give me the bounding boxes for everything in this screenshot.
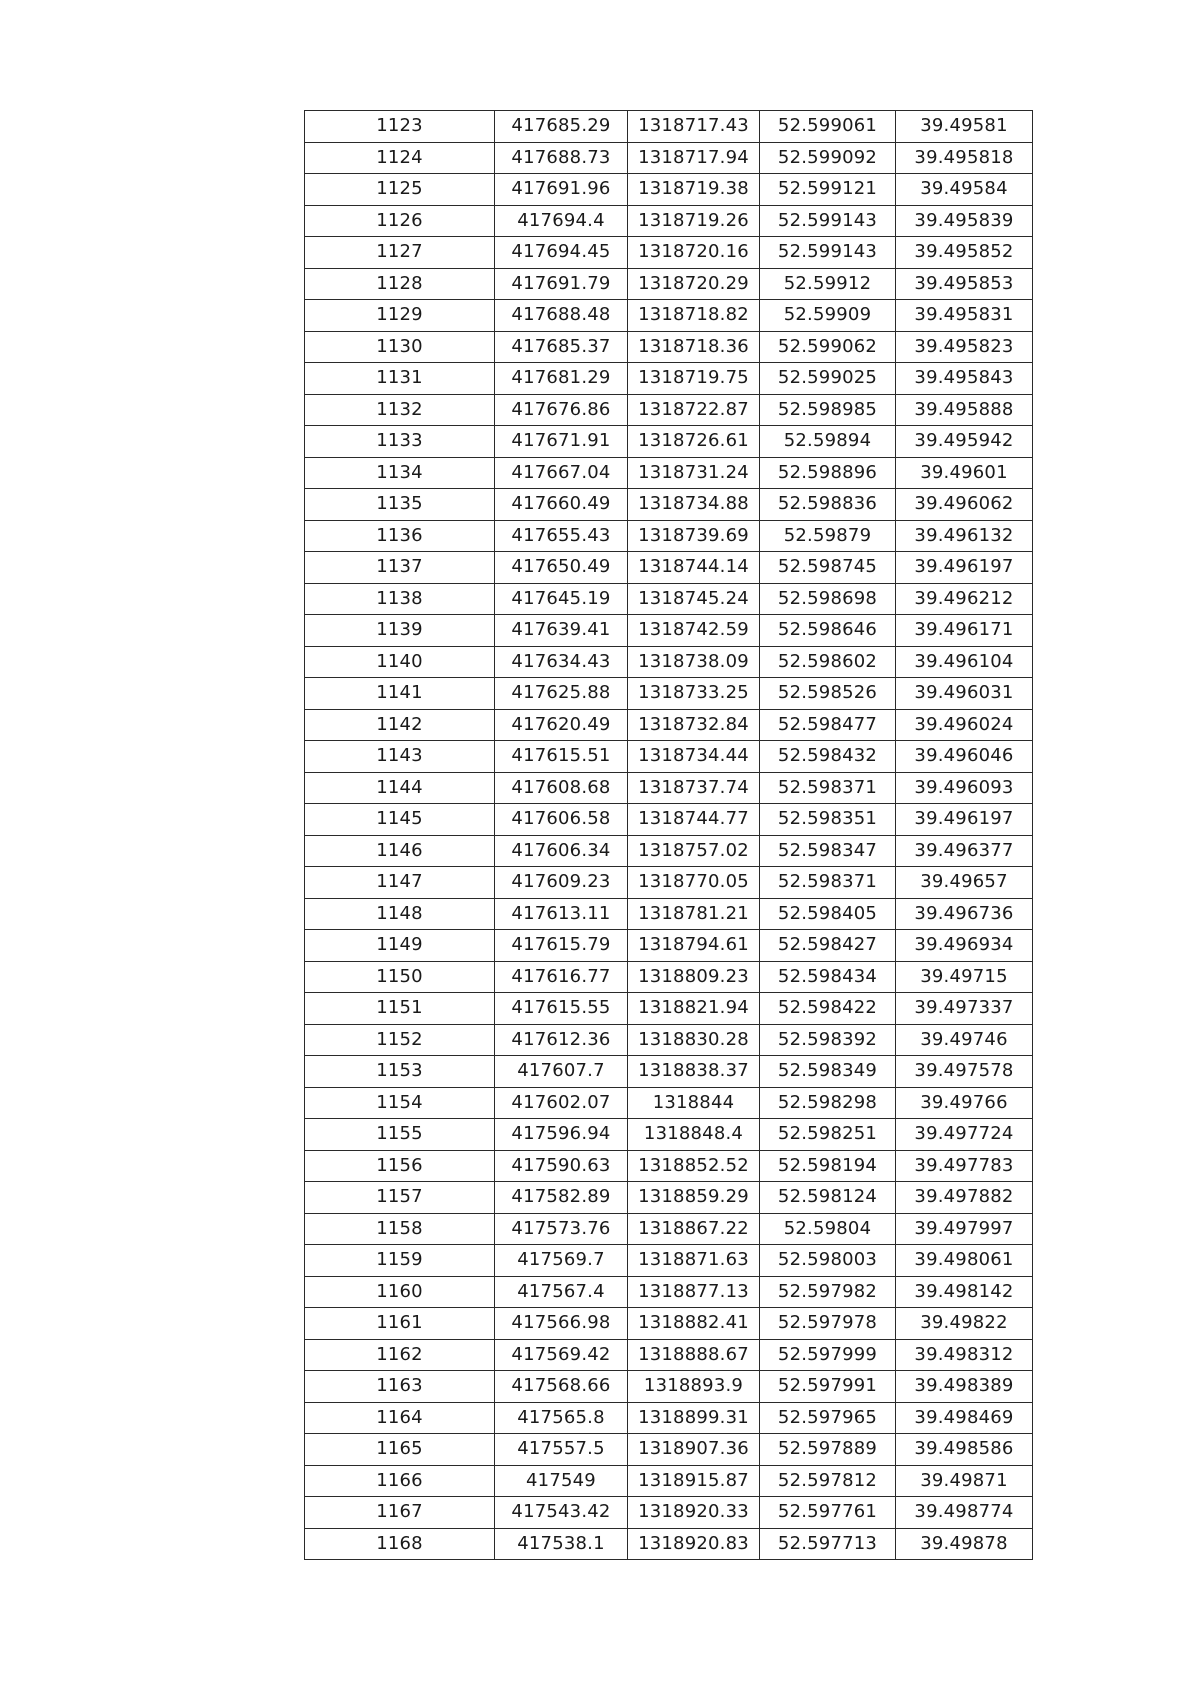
longitude-cell: 39.495888 [896,394,1033,426]
latitude-cell: 52.598745 [760,552,896,584]
point-number-cell: 1145 [305,804,495,836]
latitude-cell: 52.598194 [760,1150,896,1182]
y-coordinate-cell: 1318719.38 [628,174,760,206]
latitude-cell: 52.598896 [760,457,896,489]
x-coordinate-cell: 417681.29 [495,363,628,395]
table-row [305,489,1033,521]
table-row [305,520,1033,552]
point-number-cell: 1166 [305,1465,495,1497]
x-coordinate-cell: 417568.66 [495,1371,628,1403]
latitude-cell: 52.59909 [760,300,896,332]
y-coordinate-cell: 1318920.33 [628,1497,760,1529]
table-row [305,1150,1033,1182]
longitude-cell: 39.49581 [896,111,1033,143]
y-coordinate-cell: 1318888.67 [628,1339,760,1371]
table-row [305,268,1033,300]
latitude-cell: 52.598349 [760,1056,896,1088]
table-row [305,772,1033,804]
point-number-cell: 1151 [305,993,495,1025]
latitude-cell: 52.598351 [760,804,896,836]
table-row [305,111,1033,143]
longitude-cell: 39.495843 [896,363,1033,395]
table-row [305,1339,1033,1371]
longitude-cell: 39.498061 [896,1245,1033,1277]
latitude-cell: 52.598003 [760,1245,896,1277]
point-number-cell: 1128 [305,268,495,300]
point-number-cell: 1124 [305,142,495,174]
x-coordinate-cell: 417691.96 [495,174,628,206]
longitude-cell: 39.495818 [896,142,1033,174]
latitude-cell: 52.598298 [760,1087,896,1119]
point-number-cell: 1126 [305,205,495,237]
table-row [305,426,1033,458]
table-row [305,1371,1033,1403]
y-coordinate-cell: 1318899.31 [628,1402,760,1434]
longitude-cell: 39.49584 [896,174,1033,206]
y-coordinate-cell: 1318720.16 [628,237,760,269]
point-number-cell: 1160 [305,1276,495,1308]
longitude-cell: 39.497337 [896,993,1033,1025]
x-coordinate-cell: 417612.36 [495,1024,628,1056]
table-row [305,615,1033,647]
table-row [305,1056,1033,1088]
x-coordinate-cell: 417655.43 [495,520,628,552]
longitude-cell: 39.498774 [896,1497,1033,1529]
y-coordinate-cell: 1318745.24 [628,583,760,615]
x-coordinate-cell: 417607.7 [495,1056,628,1088]
longitude-cell: 39.497724 [896,1119,1033,1151]
latitude-cell: 52.598371 [760,867,896,899]
table-row [305,363,1033,395]
table-row [305,394,1033,426]
longitude-cell: 39.498389 [896,1371,1033,1403]
longitude-cell: 39.496024 [896,709,1033,741]
x-coordinate-cell: 417691.79 [495,268,628,300]
x-coordinate-cell: 417606.58 [495,804,628,836]
latitude-cell: 52.598432 [760,741,896,773]
y-coordinate-cell: 1318733.25 [628,678,760,710]
x-coordinate-cell: 417557.5 [495,1434,628,1466]
latitude-cell: 52.597978 [760,1308,896,1340]
x-coordinate-cell: 417615.79 [495,930,628,962]
point-number-cell: 1154 [305,1087,495,1119]
x-coordinate-cell: 417590.63 [495,1150,628,1182]
latitude-cell: 52.598698 [760,583,896,615]
y-coordinate-cell: 1318915.87 [628,1465,760,1497]
table-row [305,1213,1033,1245]
point-number-cell: 1147 [305,867,495,899]
longitude-cell: 39.496132 [896,520,1033,552]
point-number-cell: 1157 [305,1182,495,1214]
point-number-cell: 1150 [305,961,495,993]
longitude-cell: 39.495831 [896,300,1033,332]
y-coordinate-cell: 1318718.36 [628,331,760,363]
latitude-cell: 52.598251 [760,1119,896,1151]
table-row [305,709,1033,741]
y-coordinate-cell: 1318920.83 [628,1528,760,1560]
point-number-cell: 1159 [305,1245,495,1277]
latitude-cell: 52.597889 [760,1434,896,1466]
x-coordinate-cell: 417608.68 [495,772,628,804]
longitude-cell: 39.497783 [896,1150,1033,1182]
table-row [305,142,1033,174]
y-coordinate-cell: 1318742.59 [628,615,760,647]
y-coordinate-cell: 1318717.94 [628,142,760,174]
y-coordinate-cell: 1318720.29 [628,268,760,300]
longitude-cell: 39.496934 [896,930,1033,962]
point-number-cell: 1129 [305,300,495,332]
point-number-cell: 1164 [305,1402,495,1434]
y-coordinate-cell: 1318734.88 [628,489,760,521]
y-coordinate-cell: 1318830.28 [628,1024,760,1056]
point-number-cell: 1142 [305,709,495,741]
point-number-cell: 1153 [305,1056,495,1088]
point-number-cell: 1143 [305,741,495,773]
x-coordinate-cell: 417685.37 [495,331,628,363]
longitude-cell: 39.495823 [896,331,1033,363]
y-coordinate-cell: 1318770.05 [628,867,760,899]
y-coordinate-cell: 1318877.13 [628,1276,760,1308]
y-coordinate-cell: 1318739.69 [628,520,760,552]
longitude-cell: 39.496212 [896,583,1033,615]
latitude-cell: 52.599062 [760,331,896,363]
table-row [305,930,1033,962]
point-number-cell: 1158 [305,1213,495,1245]
longitude-cell: 39.496062 [896,489,1033,521]
point-number-cell: 1130 [305,331,495,363]
table-row [305,300,1033,332]
y-coordinate-cell: 1318732.84 [628,709,760,741]
x-coordinate-cell: 417650.49 [495,552,628,584]
table-row [305,1245,1033,1277]
x-coordinate-cell: 417625.88 [495,678,628,710]
longitude-cell: 39.496171 [896,615,1033,647]
table-row [305,961,1033,993]
latitude-cell: 52.599025 [760,363,896,395]
latitude-cell: 52.599061 [760,111,896,143]
point-number-cell: 1133 [305,426,495,458]
y-coordinate-cell: 1318757.02 [628,835,760,867]
x-coordinate-cell: 417660.49 [495,489,628,521]
point-number-cell: 1167 [305,1497,495,1529]
longitude-cell: 39.49657 [896,867,1033,899]
table-row [305,1087,1033,1119]
x-coordinate-cell: 417567.4 [495,1276,628,1308]
latitude-cell: 52.598602 [760,646,896,678]
y-coordinate-cell: 1318737.74 [628,772,760,804]
table-row [305,741,1033,773]
table-row [305,835,1033,867]
latitude-cell: 52.599143 [760,237,896,269]
x-coordinate-cell: 417615.51 [495,741,628,773]
longitude-cell: 39.49746 [896,1024,1033,1056]
point-number-cell: 1146 [305,835,495,867]
coordinates-table [304,110,1033,1560]
table-row [305,583,1033,615]
x-coordinate-cell: 417615.55 [495,993,628,1025]
x-coordinate-cell: 417645.19 [495,583,628,615]
x-coordinate-cell: 417616.77 [495,961,628,993]
x-coordinate-cell: 417565.8 [495,1402,628,1434]
table-row [305,1465,1033,1497]
table-row [305,898,1033,930]
table-row [305,867,1033,899]
longitude-cell: 39.496197 [896,804,1033,836]
point-number-cell: 1156 [305,1150,495,1182]
latitude-cell: 52.598347 [760,835,896,867]
latitude-cell: 52.598371 [760,772,896,804]
table-row [305,804,1033,836]
y-coordinate-cell: 1318809.23 [628,961,760,993]
point-number-cell: 1161 [305,1308,495,1340]
y-coordinate-cell: 1318734.44 [628,741,760,773]
latitude-cell: 52.597761 [760,1497,896,1529]
latitude-cell: 52.598434 [760,961,896,993]
table-row [305,552,1033,584]
x-coordinate-cell: 417620.49 [495,709,628,741]
table-row [305,1308,1033,1340]
latitude-cell: 52.599143 [760,205,896,237]
x-coordinate-cell: 417596.94 [495,1119,628,1151]
latitude-cell: 52.597999 [760,1339,896,1371]
table-row [305,205,1033,237]
point-number-cell: 1168 [305,1528,495,1560]
y-coordinate-cell: 1318867.22 [628,1213,760,1245]
point-number-cell: 1140 [305,646,495,678]
longitude-cell: 39.497882 [896,1182,1033,1214]
latitude-cell: 52.598985 [760,394,896,426]
latitude-cell: 52.598836 [760,489,896,521]
x-coordinate-cell: 417671.91 [495,426,628,458]
y-coordinate-cell: 1318907.36 [628,1434,760,1466]
table-row [305,1024,1033,1056]
table-row [305,331,1033,363]
y-coordinate-cell: 1318738.09 [628,646,760,678]
longitude-cell: 39.496104 [896,646,1033,678]
longitude-cell: 39.496093 [896,772,1033,804]
longitude-cell: 39.495839 [896,205,1033,237]
x-coordinate-cell: 417639.41 [495,615,628,647]
y-coordinate-cell: 1318852.52 [628,1150,760,1182]
longitude-cell: 39.496736 [896,898,1033,930]
latitude-cell: 52.597812 [760,1465,896,1497]
x-coordinate-cell: 417538.1 [495,1528,628,1560]
point-number-cell: 1139 [305,615,495,647]
x-coordinate-cell: 417606.34 [495,835,628,867]
longitude-cell: 39.49878 [896,1528,1033,1560]
latitude-cell: 52.598646 [760,615,896,647]
latitude-cell: 52.597991 [760,1371,896,1403]
y-coordinate-cell: 1318821.94 [628,993,760,1025]
x-coordinate-cell: 417667.04 [495,457,628,489]
x-coordinate-cell: 417634.43 [495,646,628,678]
latitude-cell: 52.598526 [760,678,896,710]
latitude-cell: 52.598124 [760,1182,896,1214]
point-number-cell: 1136 [305,520,495,552]
latitude-cell: 52.598405 [760,898,896,930]
x-coordinate-cell: 417688.48 [495,300,628,332]
x-coordinate-cell: 417566.98 [495,1308,628,1340]
point-number-cell: 1152 [305,1024,495,1056]
latitude-cell: 52.598427 [760,930,896,962]
point-number-cell: 1134 [305,457,495,489]
coordinates-table-body [305,111,1033,1560]
point-number-cell: 1165 [305,1434,495,1466]
x-coordinate-cell: 417543.42 [495,1497,628,1529]
longitude-cell: 39.495942 [896,426,1033,458]
latitude-cell: 52.59879 [760,520,896,552]
point-number-cell: 1135 [305,489,495,521]
longitude-cell: 39.49715 [896,961,1033,993]
latitude-cell: 52.599121 [760,174,896,206]
y-coordinate-cell: 1318882.41 [628,1308,760,1340]
latitude-cell: 52.599092 [760,142,896,174]
y-coordinate-cell: 1318719.75 [628,363,760,395]
point-number-cell: 1127 [305,237,495,269]
longitude-cell: 39.498312 [896,1339,1033,1371]
x-coordinate-cell: 417569.42 [495,1339,628,1371]
point-number-cell: 1125 [305,174,495,206]
x-coordinate-cell: 417694.4 [495,205,628,237]
table-row [305,1276,1033,1308]
x-coordinate-cell: 417582.89 [495,1182,628,1214]
longitude-cell: 39.497997 [896,1213,1033,1245]
y-coordinate-cell: 1318744.77 [628,804,760,836]
y-coordinate-cell: 1318871.63 [628,1245,760,1277]
longitude-cell: 39.496046 [896,741,1033,773]
y-coordinate-cell: 1318719.26 [628,205,760,237]
y-coordinate-cell: 1318838.37 [628,1056,760,1088]
longitude-cell: 39.496197 [896,552,1033,584]
y-coordinate-cell: 1318744.14 [628,552,760,584]
x-coordinate-cell: 417549 [495,1465,628,1497]
table-row [305,1528,1033,1560]
latitude-cell: 52.59894 [760,426,896,458]
x-coordinate-cell: 417688.73 [495,142,628,174]
point-number-cell: 1162 [305,1339,495,1371]
point-number-cell: 1163 [305,1371,495,1403]
y-coordinate-cell: 1318731.24 [628,457,760,489]
latitude-cell: 52.597713 [760,1528,896,1560]
latitude-cell: 52.598392 [760,1024,896,1056]
table-row [305,1402,1033,1434]
y-coordinate-cell: 1318848.4 [628,1119,760,1151]
longitude-cell: 39.496031 [896,678,1033,710]
longitude-cell: 39.498142 [896,1276,1033,1308]
latitude-cell: 52.597982 [760,1276,896,1308]
longitude-cell: 39.497578 [896,1056,1033,1088]
point-number-cell: 1131 [305,363,495,395]
point-number-cell: 1123 [305,111,495,143]
y-coordinate-cell: 1318893.9 [628,1371,760,1403]
longitude-cell: 39.49822 [896,1308,1033,1340]
x-coordinate-cell: 417609.23 [495,867,628,899]
y-coordinate-cell: 1318717.43 [628,111,760,143]
table-row [305,1497,1033,1529]
longitude-cell: 39.498469 [896,1402,1033,1434]
y-coordinate-cell: 1318859.29 [628,1182,760,1214]
point-number-cell: 1148 [305,898,495,930]
longitude-cell: 39.498586 [896,1434,1033,1466]
table-row [305,646,1033,678]
y-coordinate-cell: 1318722.87 [628,394,760,426]
point-number-cell: 1141 [305,678,495,710]
y-coordinate-cell: 1318844 [628,1087,760,1119]
table-row [305,237,1033,269]
longitude-cell: 39.49871 [896,1465,1033,1497]
longitude-cell: 39.49601 [896,457,1033,489]
table-row [305,174,1033,206]
latitude-cell: 52.598477 [760,709,896,741]
table-row [305,1434,1033,1466]
x-coordinate-cell: 417676.86 [495,394,628,426]
table-row [305,993,1033,1025]
point-number-cell: 1132 [305,394,495,426]
latitude-cell: 52.598422 [760,993,896,1025]
x-coordinate-cell: 417613.11 [495,898,628,930]
x-coordinate-cell: 417694.45 [495,237,628,269]
latitude-cell: 52.59804 [760,1213,896,1245]
latitude-cell: 52.597965 [760,1402,896,1434]
y-coordinate-cell: 1318718.82 [628,300,760,332]
x-coordinate-cell: 417573.76 [495,1213,628,1245]
latitude-cell: 52.59912 [760,268,896,300]
point-number-cell: 1138 [305,583,495,615]
point-number-cell: 1149 [305,930,495,962]
longitude-cell: 39.495853 [896,268,1033,300]
x-coordinate-cell: 417569.7 [495,1245,628,1277]
point-number-cell: 1155 [305,1119,495,1151]
y-coordinate-cell: 1318781.21 [628,898,760,930]
point-number-cell: 1144 [305,772,495,804]
point-number-cell: 1137 [305,552,495,584]
y-coordinate-cell: 1318794.61 [628,930,760,962]
table-row [305,457,1033,489]
longitude-cell: 39.495852 [896,237,1033,269]
longitude-cell: 39.496377 [896,835,1033,867]
x-coordinate-cell: 417602.07 [495,1087,628,1119]
longitude-cell: 39.49766 [896,1087,1033,1119]
table-row [305,1119,1033,1151]
table-row [305,678,1033,710]
table-row [305,1182,1033,1214]
y-coordinate-cell: 1318726.61 [628,426,760,458]
x-coordinate-cell: 417685.29 [495,111,628,143]
